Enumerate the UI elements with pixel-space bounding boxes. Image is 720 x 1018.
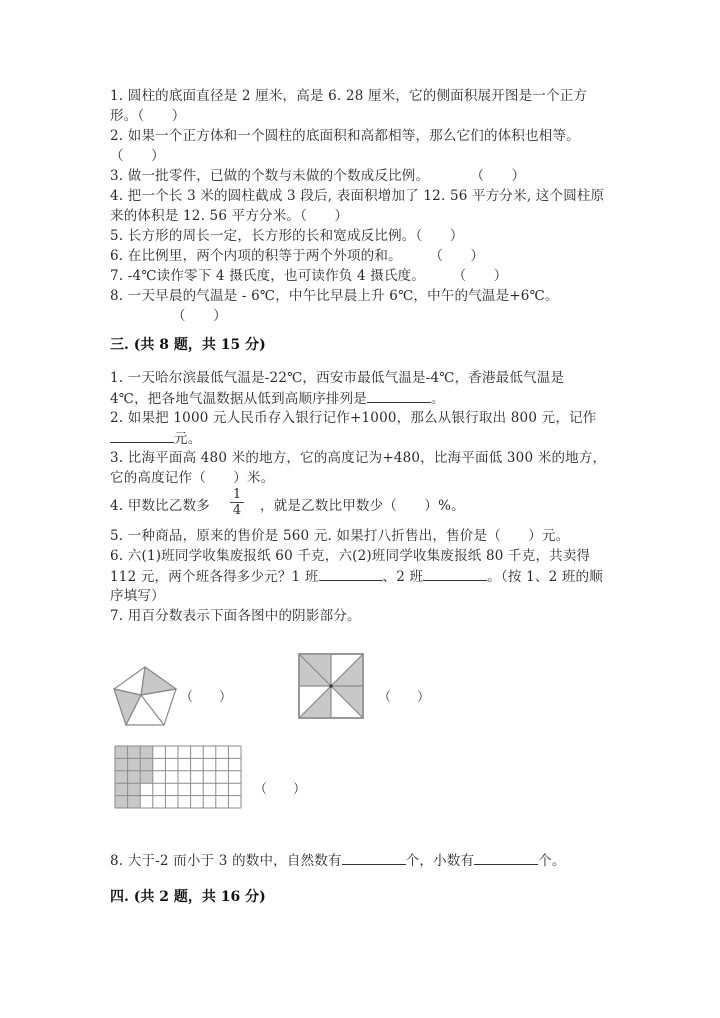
question-text-part: 。（按 1、2 班的顺 (487, 569, 603, 585)
question-text: （ ） (110, 148, 165, 164)
section-4-heading: 四. (共 2 题，共 16 分) (110, 889, 266, 905)
pentagon-figure (112, 665, 178, 727)
answer-paren-pentagon[interactable]: （ ） (180, 690, 233, 705)
question-3-8 (110, 850, 566, 871)
question-text: 8. 一天早晨的气温是 - 6℃，中午比早晨上升 6℃，中午的气温是+6℃。 (110, 288, 559, 304)
question-text-part: 个。 (538, 853, 566, 869)
question-3-7: 7. 用百分数表示下面各图中的阴影部分。 (110, 608, 361, 624)
question-text: 6. 六(1)班同学收集废报纸 60 千克，六(2)班同学收集废报纸 80 千克，共卖得 (110, 548, 591, 564)
question-2-7: 7. -4℃读作零下 4 摄氏度，也可读作负 4 摄氏度。 （ ） (110, 268, 508, 284)
question-text-prefix: 4. 甲数比乙数多 (110, 498, 210, 514)
answer-blank[interactable] (367, 388, 431, 403)
question-text (110, 566, 603, 587)
question-text-suffix: ，就是乙数比甲数少（ ）%。 (260, 498, 465, 514)
question-text-part: 112 元，两个班各得多少元？1 班 (110, 569, 319, 585)
question-text: 2. 如果一个正方体和一个圆柱的底面积和高都相等，那么它们的体积也相等。 (110, 128, 580, 144)
question-text: 序填写） (110, 588, 165, 604)
question-2-5: 5. 长方形的周长一定，长方形的长和宽成反比例。（ ） (110, 228, 464, 244)
question-text (110, 428, 201, 449)
answer-blank-natural[interactable] (342, 850, 406, 865)
question-2-3: 3. 做一批零件，已做的个数与未做的个数成反比例。 （ ） (110, 168, 526, 184)
answer-blank-decimal[interactable] (474, 850, 538, 865)
question-text: 1. 一天哈尔滨最低气温是-22℃，西安市最低气温是-4℃，香港最低气温是 (110, 370, 565, 386)
answer-paren: （ ） (172, 308, 227, 324)
grid-figure (114, 745, 242, 809)
fraction (230, 488, 244, 519)
answer-paren-grid[interactable]: （ ） (254, 782, 307, 797)
question-2-6: 6. 在比例里，两个内项的积等于两个外项的和。 （ ） (110, 248, 485, 264)
fraction-numerator: 1 (230, 488, 244, 503)
square-figure (298, 653, 364, 719)
question-text: 2. 如果把 1000 元人民币存入银行记作+1000，那么从银行取出 800 元，记作 (110, 410, 597, 426)
answer-blank-class2[interactable] (423, 566, 487, 581)
question-text: 4. 把一个长 3 米的圆柱截成 3 段后, 表面积增加了 12. 56 平方分米, 这个圆柱原 (110, 188, 605, 204)
question-text-part: 个，小数有 (405, 853, 475, 869)
question-text-part: 、2 班 (382, 569, 424, 585)
fraction-denominator: 4 (232, 503, 242, 518)
question-3-5: 5. 一种商品，原来的售价是 560 元. 如果打八折售出，售价是（ ）元。 (110, 528, 570, 544)
question-text: 来的体积是 12. 56 平方分米。（ ） (110, 208, 349, 224)
question-text: 3. 比海平面高 480 米的地方，它的高度记为+480，比海平面低 300 米的地方， (110, 450, 607, 466)
section-3-heading: 三. (共 8 题，共 15 分) (110, 337, 266, 353)
question-text-part: 元。 (174, 431, 202, 447)
question-text-part: 4℃，把各地气温数据从低到高顺序排列是 (110, 391, 367, 407)
question-text: 形。（ ） (110, 108, 186, 124)
question-text (110, 388, 445, 409)
question-text: 它的高度记作（ ）米。 (110, 470, 275, 486)
question-text-part: 8. 大于-2 而小于 3 的数中，自然数有 (110, 853, 342, 869)
question-text: 1. 圆柱的底面直径是 2 厘米，高是 6. 28 厘米，它的侧面积展开图是一个正方 (110, 88, 588, 104)
answer-blank[interactable] (110, 428, 174, 443)
question-text-part: 。 (431, 391, 445, 407)
answer-blank-class1[interactable] (319, 566, 383, 581)
answer-paren-square[interactable]: （ ） (378, 690, 431, 705)
